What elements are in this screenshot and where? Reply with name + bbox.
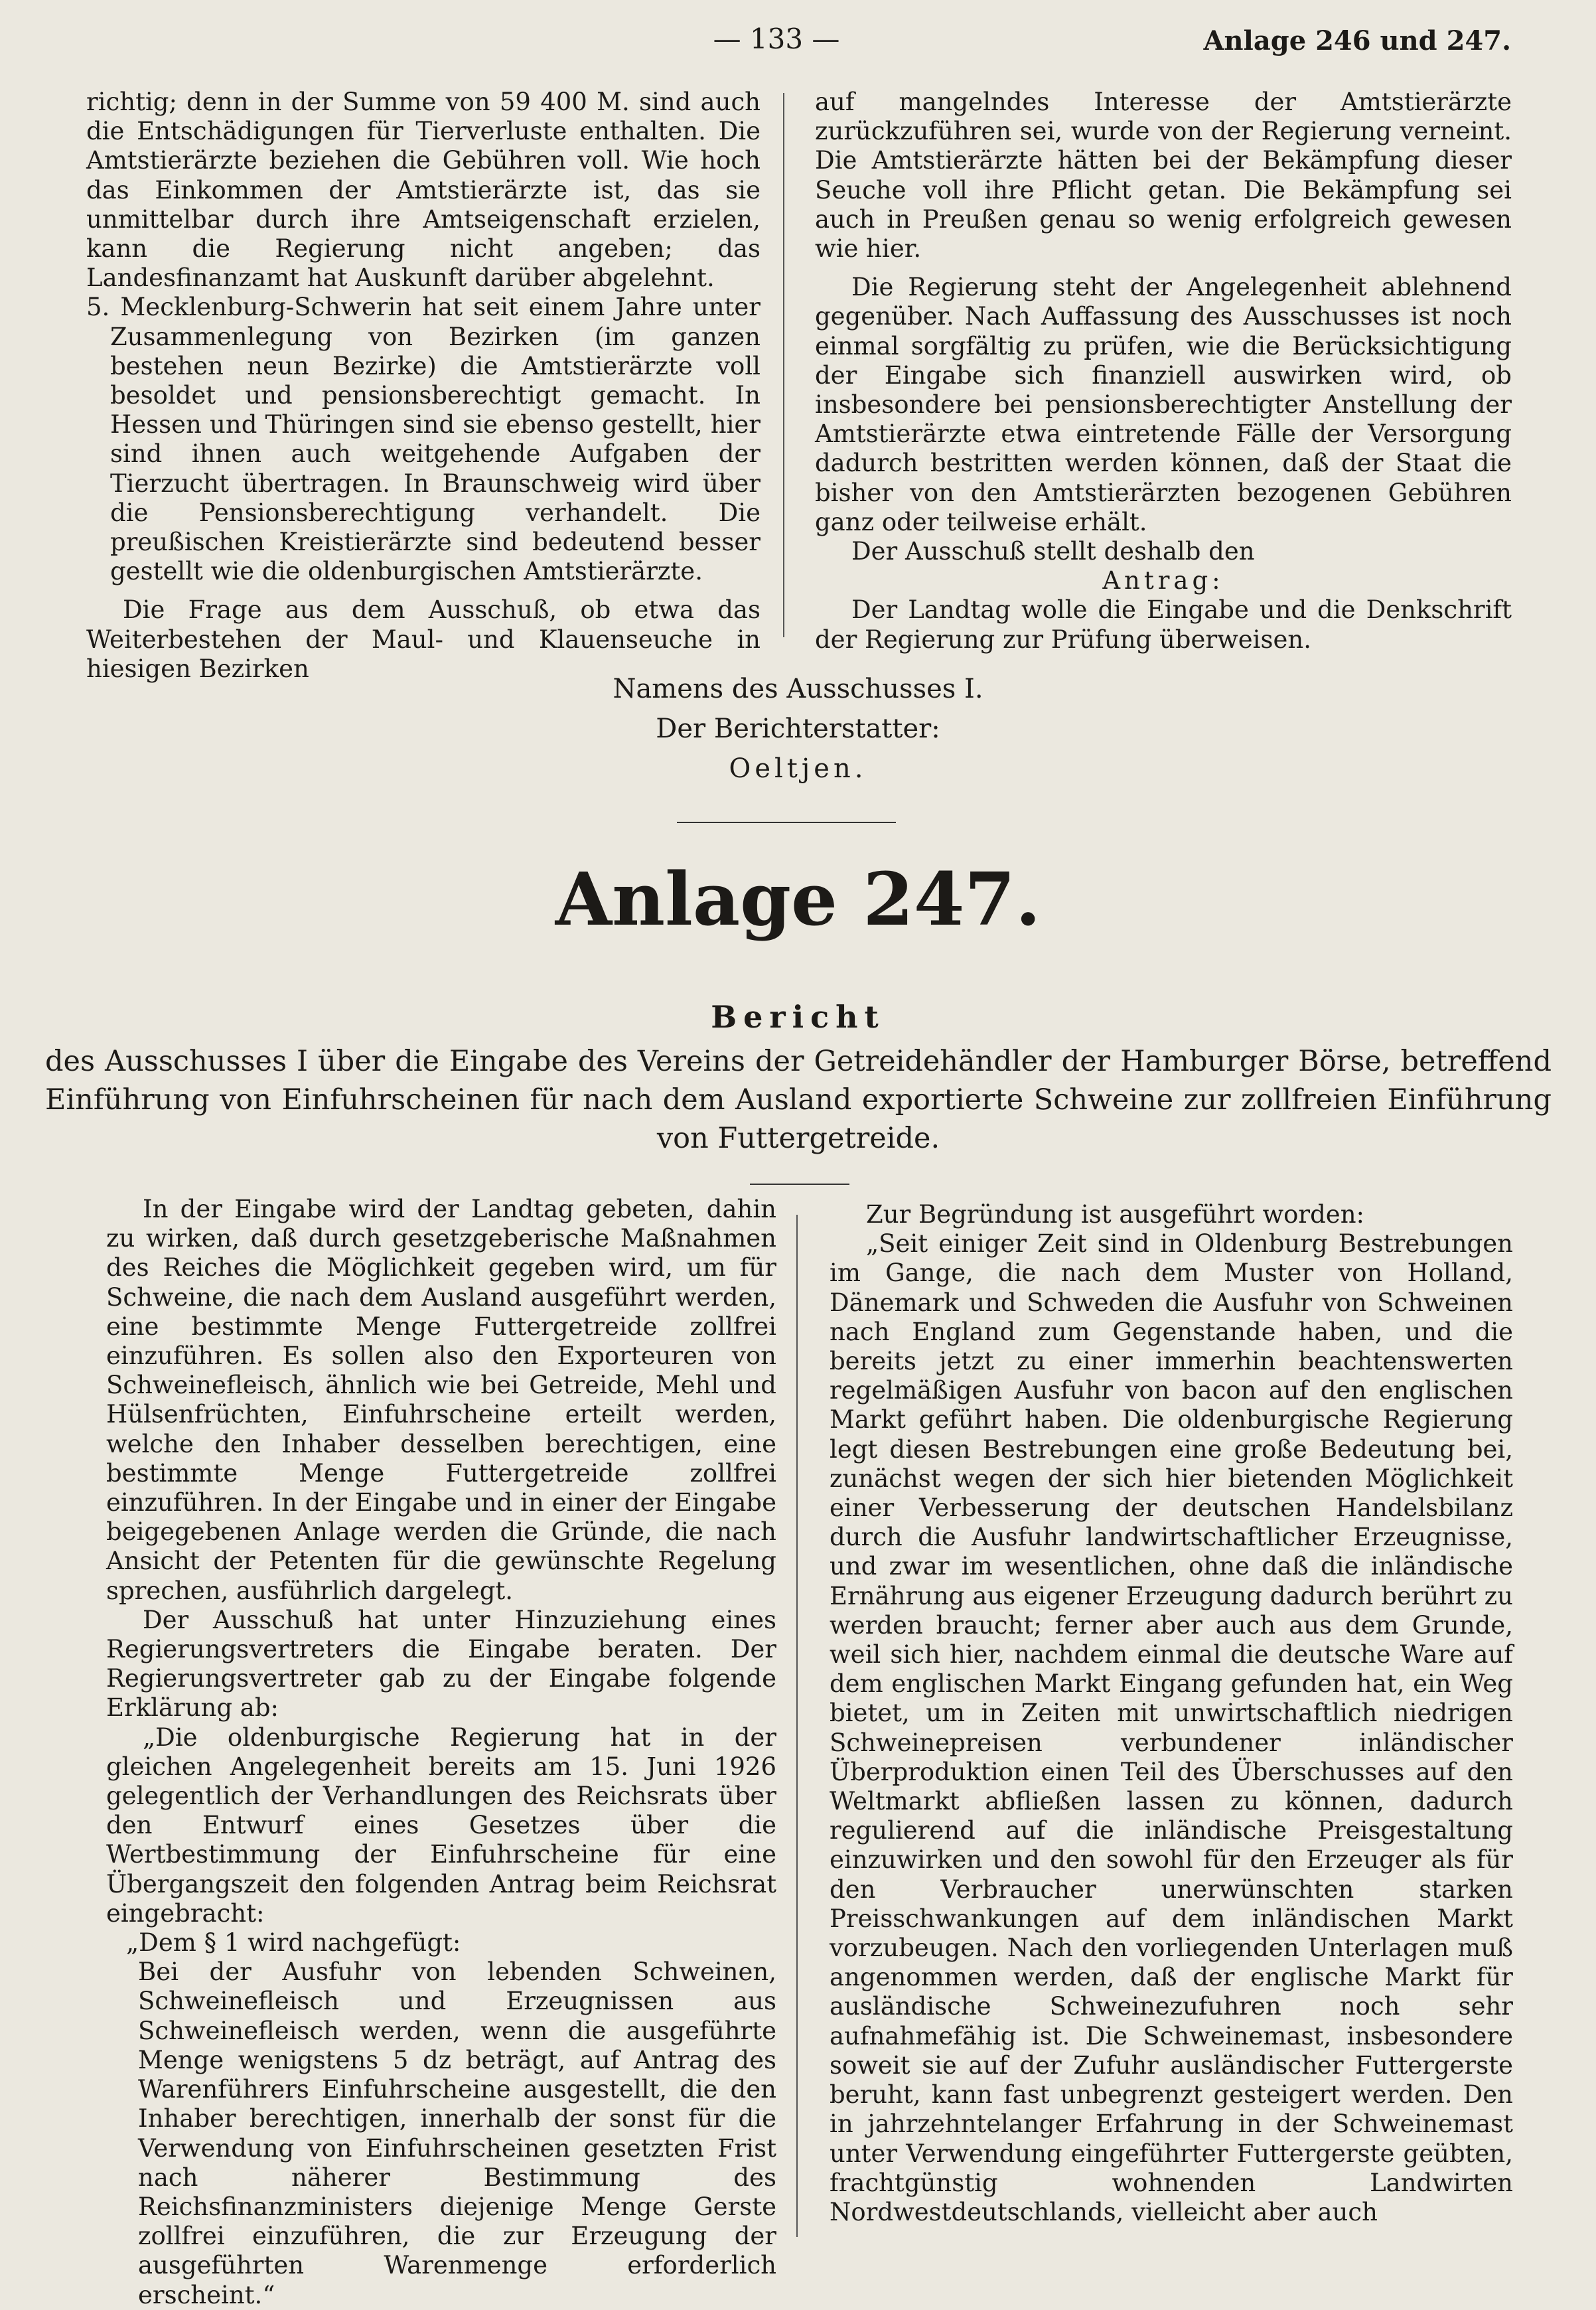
paragraph: Der Ausschuß stellt deshalb den xyxy=(851,537,1255,566)
paragraph: Die Regierung steht der Angelegenheit ablehnend gegenüber. Nach Auffassung des Ausschusses ist noch einmal sorgfältig zu prüfen, wie die Berücksichtigung der Eingabe sich finanziell auswirken wird, ob insbesondere bei pensionsberechtigter Anstellung der Amtstierärzte etwa eintretende Fälle der Versorgung dadurch bestritten werden können, daß der Staat die bisher von den Amtstierärzten bezogenen Gebühren ganz oder teilweise erhält. xyxy=(815,273,1512,536)
column-divider xyxy=(796,1215,798,2237)
signature-name: Oeltjen. xyxy=(729,753,867,784)
running-title: Anlage 246 und 247. xyxy=(1203,25,1511,56)
paragraph: Die Frage aus dem Ausschuß, ob etwa das Weiterbestehen der Maul- und Klauenseuche in hiesigen Bezirken xyxy=(86,595,761,683)
section-divider xyxy=(677,822,896,823)
paragraph: auf mangelndes Interesse der Amtstierärzte zurückzuführen sei, wurde von der Regierung verneint. Die Amtstierärzte hätten bei der Bekämpfung dieser Seuche voll ihre Pflicht getan. Die Bekämpfung sei auch in Preußen genau so wenig erfolgreich gewesen wie hier. xyxy=(815,88,1512,264)
paragraph: Zur Begründung ist ausgeführt worden: xyxy=(866,1200,1364,1229)
motion-heading: Antrag: xyxy=(1102,566,1224,595)
appendix-title: Anlage 247. xyxy=(555,856,1041,942)
paragraph: In der Eingabe wird der Landtag gebeten, dahin zu wirken, daß durch gesetzgeberische Maßnahmen des Reiches die Möglichkeit gegeben wird, um für Schweine, die nach dem Ausland ausgeführt werden, eine bestimmte Menge Futtergetreide zollfrei einzuführen. Es sollen also den Exporteuren von Schweinefleisch, ähnlich wie bei Getreide, Mehl und Hülsenfrüchten, Einfuhrscheine erteilt werden, welche den Inhaber desselben berechtigen, eine bestimmte Menge Futtergetreide zollfrei einzuführen. In der Eingabe und in einer der Eingabe beigegebenen Anlage werden die Gründe, die nach Ansicht der Petenten für die gewünschte Regelung sprechen, ausführlich dargelegt. xyxy=(106,1195,776,1605)
column-divider xyxy=(783,93,784,637)
quote-line: „Dem § 1 wird nachgefügt: xyxy=(126,1928,461,1958)
paragraph: „Die oldenburgische Regierung hat in der gleichen Angelegenheit bereits am 15. Juni 1926 gelegentlich der Verhandlungen des Reichsrats über den Entwurf eines Gesetzes über die Wertbestimmung der Einfuhrscheine für eine Übergangszeit den folgenden Antrag beim Reichsrat eingebracht: xyxy=(106,1723,776,1928)
paragraph: Der Ausschuß hat unter Hinzuziehung eines Regierungsvertreters die Eingabe beraten. Der Regierungsvertreter gab zu der Eingabe folgende Erklärung ab: xyxy=(106,1605,776,1723)
paragraph: richtig; denn in der Summe von 59 400 M. sind auch die Entschädigungen für Tierverluste enthalten. Die Amtstierärzte beziehen die Gebühren voll. Wie hoch das Einkommen der Amtstierärzte ist, das sie unmittelbar durch ihre Amtseigenschaft erzielen, kann die Regierung nicht angeben; das Landesfinanzamt hat Auskunft darüber abgelehnt. xyxy=(86,88,761,293)
column-bottom-right xyxy=(830,1200,1513,2227)
report-subtitle: des Ausschusses I über die Eingabe des Vereins der Getreidehändler der Hamburger Börse, betreffend Einführung von Einfuhrscheinen für nach dem Ausland exportierte Schweine zur zollfreien Einführung von Futtergetreide. xyxy=(45,1045,1552,1155)
column-bottom-left xyxy=(106,1195,776,2310)
signature-committee: Namens des Ausschusses I. xyxy=(613,674,983,704)
paragraph: 5. Mecklenburg-Schwerin hat seit einem Jahre unter Zusammenlegung von Bezirken (im ganzen bestehen neun Bezirke) die Amtstierärzte voll besoldet und pensionsberechtigt gemacht. In Hessen und Thüringen sind sie ebenso gestellt, hier sind ihnen auch weitgehende Aufgaben der Tierzucht übertragen. In Braunschweig wird über die Pensionsberechtigung verhandelt. Die preußischen Kreistierärzte sind bedeutend besser gestellt wie die oldenburgischen Amtstierärzte. xyxy=(86,293,761,586)
paragraph: „Seit einiger Zeit sind in Oldenburg Bestrebungen im Gange, die nach dem Muster von Holland, Dänemark und Schweden die Ausfuhr von Schweinen nach England zum Gegenstande haben, und die bereits jetzt zu einer immerhin beachtenswerten regelmäßigen Ausfuhr von bacon auf den englischen Markt geführt haben. Die oldenburgische Regierung legt diesen Bestrebungen eine große Bedeutung bei, zunächst wegen der sich hier bietenden Möglichkeit einer Verbesserung der deutschen Handelsbilanz durch die Ausfuhr landwirtschaftlicher Erzeugnisse, und zwar im wesentlichen, ohne daß die inländische Ernährung aus eigener Erzeugung dadurch berührt zu werden braucht; ferner aber auch aus dem Grunde, weil sich hier, nachdem einmal die deutsche Ware auf dem englischen Markt Eingang gefunden hat, ein Weg bietet, um in Zeiten mit unwirtschaftlich niedrigen Schweinepreisen verbundener inländischer Überproduktion einen Teil des Überschusses auf den Weltmarkt abfließen lassen zu können, dadurch regulierend auf die inländische Preisgestaltung einzuwirken und den sowohl für den Erzeuger als für den Verbraucher unerwünschten starken Preisschwankungen auf dem inländischen Markt vorzubeugen. Nach den vorliegenden Unterlagen muß angenommen werden, daß der englische Markt für ausländische Schweinezufuhren noch sehr aufnahmefähig ist. Die Schweinemast, insbesondere soweit sie auf der Zufuhr ausländischer Futtergerste beruht, kann fast unbegrenzt gesteigert werden. Den in jahrzehntelanger Erfahrung in der Schweinemast unter Verwendung eingeführter Futtergerste geübten, frachtgünstig wohnenden Landwirten Nordwestdeutschlands, vielleicht aber auch xyxy=(830,1229,1513,2226)
report-heading: Bericht xyxy=(711,999,885,1035)
paragraph: Der Landtag wolle die Eingabe und die Denkschrift der Regierung zur Prüfung überweisen. xyxy=(815,595,1512,654)
subtitle-rule xyxy=(750,1184,849,1185)
page-number: — 133 — xyxy=(713,23,840,55)
column-top-right xyxy=(815,88,1512,654)
signature-role: Der Berichterstatter: xyxy=(656,714,940,744)
quote-paragraph: Bei der Ausfuhr von lebenden Schweinen, Schweinefleisch und Erzeugnissen aus Schweinefleisch werden, wenn die ausgeführte Menge wenigstens 5 dz beträgt, auf Antrag des Warenführers Einfuhrscheine ausgestellt, die den Inhaber berechtigen, innerhalb der sonst für die Verwendung von Einfuhrscheinen gesetzten Frist nach näherer Bestimmung des Reichsfinanzministers diejenige Menge Gerste zollfrei einzuführen, die zur Erzeugung der ausgeführten Warenmenge erforderlich erscheint.“ xyxy=(138,1958,776,2309)
column-top-left xyxy=(86,88,761,684)
